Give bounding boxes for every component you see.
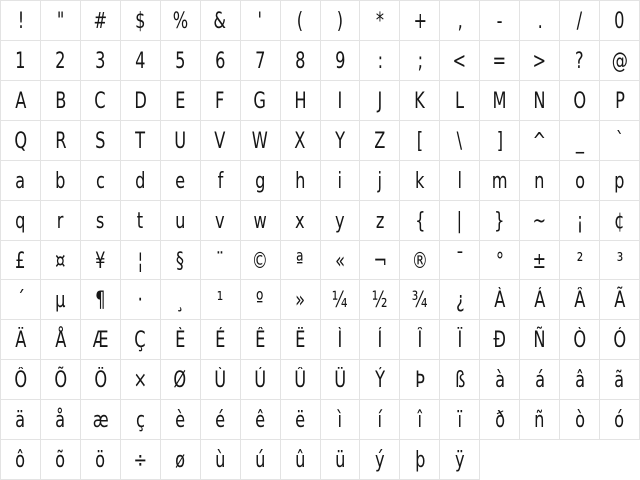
glyph-cell: M: [480, 81, 520, 121]
glyph-cell: ®: [400, 241, 440, 281]
glyph-cell: î: [400, 400, 440, 440]
glyph-cell: a: [1, 161, 41, 201]
glyph-cell: þ: [400, 440, 440, 480]
glyph-cell: \: [440, 121, 480, 161]
glyph-cell: L: [440, 81, 480, 121]
glyph-cell: m: [480, 161, 520, 201]
glyph-cell: ã: [600, 360, 640, 400]
glyph-cell: ': [241, 1, 281, 41]
glyph-cell: 3: [81, 41, 121, 81]
glyph-cell: Ò: [560, 320, 600, 360]
glyph-cell: =: [480, 41, 520, 81]
glyph-cell: l: [440, 161, 480, 201]
glyph-cell: ï: [440, 400, 480, 440]
glyph-cell: v: [201, 201, 241, 241]
glyph-cell: D: [121, 81, 161, 121]
glyph-cell: û: [281, 440, 321, 480]
glyph-cell: Ó: [600, 320, 640, 360]
glyph-cell: ñ: [520, 400, 560, 440]
glyph-cell: 5: [161, 41, 201, 81]
glyph-cell: y: [321, 201, 361, 241]
glyph-cell: f: [201, 161, 241, 201]
glyph-cell: B: [41, 81, 81, 121]
glyph-cell: K: [400, 81, 440, 121]
glyph-cell: 2: [41, 41, 81, 81]
glyph-cell: ±: [520, 241, 560, 281]
glyph-cell: à: [480, 360, 520, 400]
glyph-cell: Ô: [1, 360, 41, 400]
glyph-cell: ©: [241, 241, 281, 281]
glyph-cell: Ð: [480, 320, 520, 360]
glyph-cell: h: [281, 161, 321, 201]
glyph-cell: N: [520, 81, 560, 121]
glyph-cell: ³: [600, 241, 640, 281]
glyph-cell: ¯: [440, 241, 480, 281]
glyph-cell: /: [560, 1, 600, 41]
glyph-cell: V: [201, 121, 241, 161]
glyph-cell: z: [360, 201, 400, 241]
glyph-cell: ö: [81, 440, 121, 480]
glyph-cell: x: [281, 201, 321, 241]
glyph-cell: ¢: [600, 201, 640, 241]
glyph-cell: º: [241, 280, 281, 320]
glyph-cell: ù: [201, 440, 241, 480]
glyph-cell: G: [241, 81, 281, 121]
glyph-cell: ´: [1, 280, 41, 320]
glyph-cell: ~: [520, 201, 560, 241]
glyph-cell: 4: [121, 41, 161, 81]
glyph-cell: u: [161, 201, 201, 241]
glyph-cell: A: [1, 81, 41, 121]
glyph-cell: O: [560, 81, 600, 121]
glyph-cell: w: [241, 201, 281, 241]
glyph-cell: |: [440, 201, 480, 241]
glyph-cell: ¶: [81, 280, 121, 320]
glyph-cell: í: [360, 400, 400, 440]
glyph-cell: Ç: [121, 320, 161, 360]
glyph-cell: ÷: [121, 440, 161, 480]
glyph-cell: Ä: [1, 320, 41, 360]
glyph-cell: e: [161, 161, 201, 201]
glyph-cell: â: [560, 360, 600, 400]
glyph-cell: Ì: [321, 320, 361, 360]
glyph-cell: »: [281, 280, 321, 320]
glyph-cell: ·: [121, 280, 161, 320]
glyph-cell: -: [480, 1, 520, 41]
glyph-cell: U: [161, 121, 201, 161]
glyph-cell: ¦: [121, 241, 161, 281]
glyph-cell: g: [241, 161, 281, 201]
glyph-cell: o: [560, 161, 600, 201]
glyph-cell: +: [400, 1, 440, 41]
glyph-cell: r: [41, 201, 81, 241]
glyph-cell: s: [81, 201, 121, 241]
glyph-cell: Ê: [241, 320, 281, 360]
glyph-cell: !: [1, 1, 41, 41]
glyph-cell: è: [161, 400, 201, 440]
glyph-cell: C: [81, 81, 121, 121]
glyph-cell: Ù: [201, 360, 241, 400]
glyph-cell: 0: [600, 1, 640, 41]
empty-grid-area: [480, 440, 640, 480]
glyph-cell: É: [201, 320, 241, 360]
glyph-cell: Å: [41, 320, 81, 360]
glyph-cell: £: [1, 241, 41, 281]
glyph-cell: õ: [41, 440, 81, 480]
glyph-cell: á: [520, 360, 560, 400]
glyph-cell: ê: [241, 400, 281, 440]
glyph-cell: 7: [241, 41, 281, 81]
glyph-cell: >: [520, 41, 560, 81]
glyph-cell: Þ: [400, 360, 440, 400]
glyph-cell: 6: [201, 41, 241, 81]
glyph-cell: k: [400, 161, 440, 201]
glyph-cell: ô: [1, 440, 41, 480]
glyph-cell: ý: [360, 440, 400, 480]
glyph-cell: Í: [360, 320, 400, 360]
glyph-cell: b: [41, 161, 81, 201]
glyph-cell: ½: [360, 280, 400, 320]
glyph-cell: 8: [281, 41, 321, 81]
glyph-cell: E: [161, 81, 201, 121]
glyph-cell: ¡: [560, 201, 600, 241]
glyph-cell: @: [600, 41, 640, 81]
glyph-cell: ó: [600, 400, 640, 440]
glyph-cell: T: [121, 121, 161, 161]
glyph-cell: Ë: [281, 320, 321, 360]
glyph-cell: ä: [1, 400, 41, 440]
glyph-cell: :: [360, 41, 400, 81]
glyph-cell: ë: [281, 400, 321, 440]
glyph-cell: ¸: [161, 280, 201, 320]
glyph-cell: {: [400, 201, 440, 241]
glyph-cell: `: [600, 121, 640, 161]
glyph-cell: n: [520, 161, 560, 201]
glyph-cell: ¥: [81, 241, 121, 281]
glyph-cell: ,: [440, 1, 480, 41]
glyph-cell: ð: [480, 400, 520, 440]
glyph-cell: å: [41, 400, 81, 440]
glyph-cell: ì: [321, 400, 361, 440]
glyph-cell: <: [440, 41, 480, 81]
glyph-cell: µ: [41, 280, 81, 320]
glyph-cell: _: [560, 121, 600, 161]
glyph-cell: Ý: [360, 360, 400, 400]
glyph-cell: ú: [241, 440, 281, 480]
glyph-cell: Ú: [241, 360, 281, 400]
glyph-cell: i: [321, 161, 361, 201]
glyph-cell: ò: [560, 400, 600, 440]
glyph-cell: ÿ: [440, 440, 480, 480]
glyph-cell: ü: [321, 440, 361, 480]
glyph-cell: W: [241, 121, 281, 161]
glyph-cell: Á: [520, 280, 560, 320]
glyph-cell: ;: [400, 41, 440, 81]
glyph-cell: È: [161, 320, 201, 360]
glyph-cell: F: [201, 81, 241, 121]
glyph-cell: X: [281, 121, 321, 161]
glyph-cell: ¾: [400, 280, 440, 320]
glyph-cell: Ã: [600, 280, 640, 320]
glyph-cell: Â: [560, 280, 600, 320]
glyph-cell: q: [1, 201, 41, 241]
glyph-cell: [: [400, 121, 440, 161]
glyph-cell: ¨: [201, 241, 241, 281]
glyph-cell: ×: [121, 360, 161, 400]
glyph-cell: Õ: [41, 360, 81, 400]
glyph-cell: ¿: [440, 280, 480, 320]
glyph-cell: Æ: [81, 320, 121, 360]
glyph-cell: #: [81, 1, 121, 41]
glyph-cell: ): [321, 1, 361, 41]
glyph-cell: §: [161, 241, 201, 281]
glyph-cell: ^: [520, 121, 560, 161]
glyph-cell: ø: [161, 440, 201, 480]
glyph-cell: (: [281, 1, 321, 41]
glyph-cell: Z: [360, 121, 400, 161]
glyph-cell: é: [201, 400, 241, 440]
glyph-cell: ª: [281, 241, 321, 281]
glyph-cell: Î: [400, 320, 440, 360]
glyph-cell: ": [41, 1, 81, 41]
glyph-cell: Ö: [81, 360, 121, 400]
glyph-cell: ]: [480, 121, 520, 161]
glyph-cell: I: [321, 81, 361, 121]
glyph-cell: c: [81, 161, 121, 201]
glyph-cell: ß: [440, 360, 480, 400]
glyph-cell: P: [600, 81, 640, 121]
glyph-cell: ¬: [360, 241, 400, 281]
glyph-cell: 9: [321, 41, 361, 81]
glyph-cell: $: [121, 1, 161, 41]
glyph-cell: Q: [1, 121, 41, 161]
glyph-cell: J: [360, 81, 400, 121]
glyph-cell: ²: [560, 241, 600, 281]
glyph-cell: t: [121, 201, 161, 241]
glyph-cell: R: [41, 121, 81, 161]
glyph-cell: °: [480, 241, 520, 281]
glyph-cell: ç: [121, 400, 161, 440]
glyph-cell: «: [321, 241, 361, 281]
glyph-cell: }: [480, 201, 520, 241]
glyph-cell: Ü: [321, 360, 361, 400]
glyph-cell: ¤: [41, 241, 81, 281]
glyph-cell: H: [281, 81, 321, 121]
glyph-cell: Y: [321, 121, 361, 161]
glyph-cell: S: [81, 121, 121, 161]
glyph-cell: &: [201, 1, 241, 41]
glyph-cell: p: [600, 161, 640, 201]
glyph-cell: .: [520, 1, 560, 41]
glyph-cell: À: [480, 280, 520, 320]
glyph-cell: ?: [560, 41, 600, 81]
glyph-cell: j: [360, 161, 400, 201]
glyph-cell: ¼: [321, 280, 361, 320]
glyph-cell: 1: [1, 41, 41, 81]
glyph-cell: %: [161, 1, 201, 41]
glyph-cell: Ñ: [520, 320, 560, 360]
glyph-cell: Û: [281, 360, 321, 400]
glyph-cell: ¹: [201, 280, 241, 320]
glyph-cell: Ï: [440, 320, 480, 360]
glyph-cell: Ø: [161, 360, 201, 400]
glyph-cell: *: [360, 1, 400, 41]
glyph-cell: æ: [81, 400, 121, 440]
glyph-cell: d: [121, 161, 161, 201]
